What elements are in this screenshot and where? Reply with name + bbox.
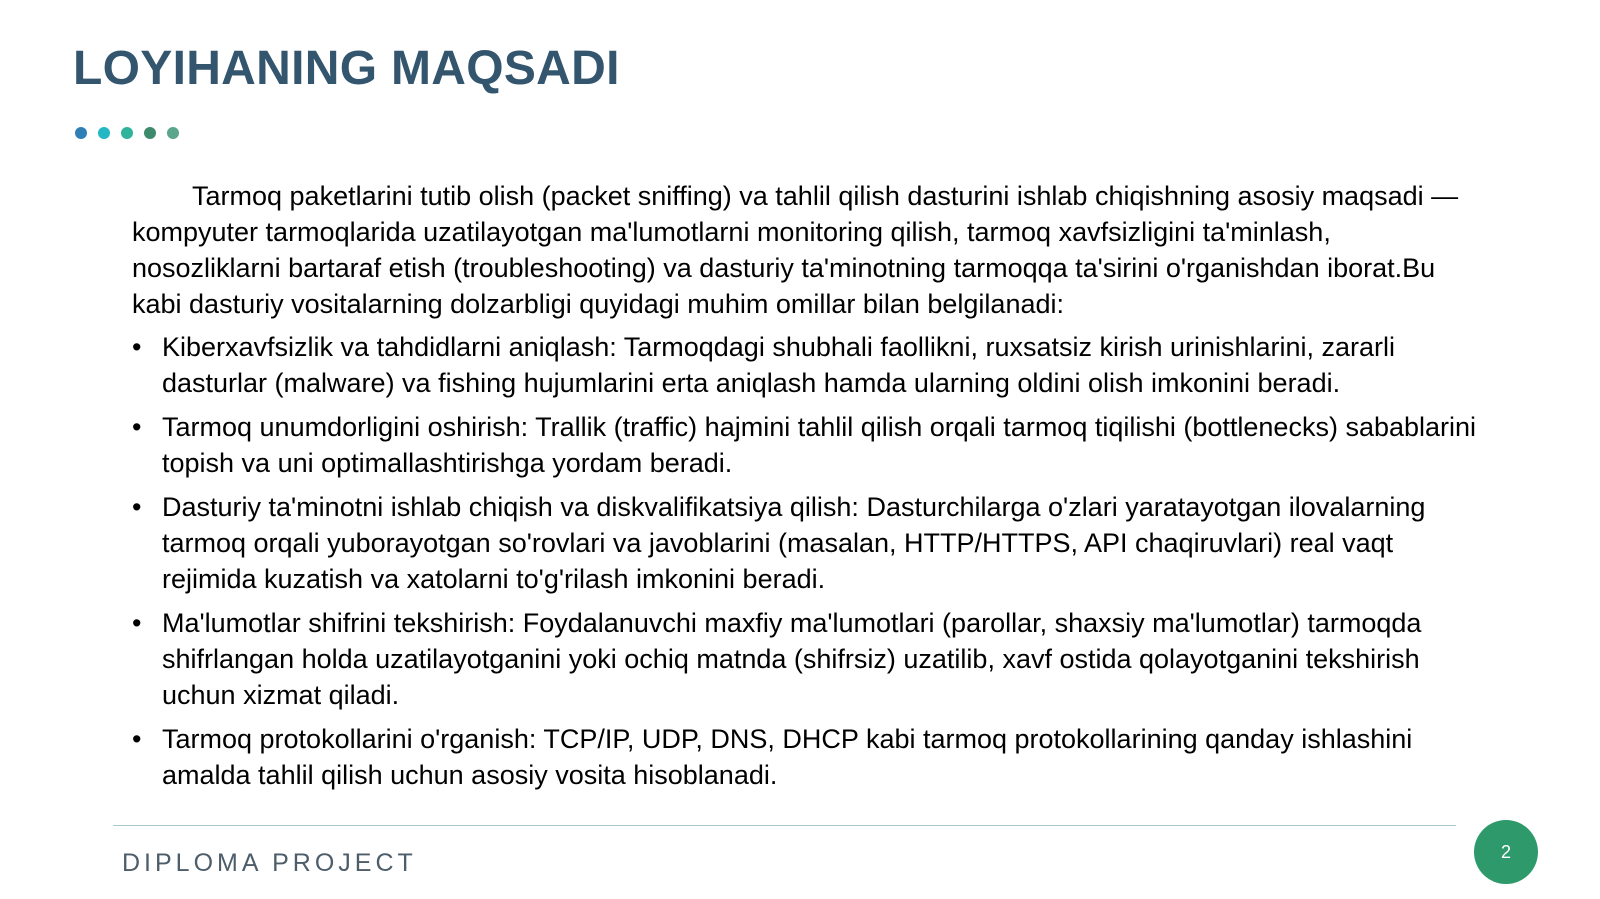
bullet-item xyxy=(132,605,1482,713)
bullet-text: Dasturiy ta'minotni ishlab chiqish va diskvalifikatsiya qilish: Dasturchilarga o'zlari yaratayotgan ilovalarning tarmoq orqali yuborayotgan so'rovlari va javoblarini (masalan, HTTP/HTTPS, API chaqiruvlari) real vaqt rejimida kuzatish va xatolarni to'g'rilash imkonini beradi. xyxy=(162,492,1426,594)
decorative-dot xyxy=(98,127,110,139)
bullet-item xyxy=(132,409,1482,481)
intro-paragraph: Tarmoq paketlarini tutib olish (packet sniffing) va tahlil qilish dasturini ishlab chiqishning asosiy maqsadi — kompyuter tarmoqlarida uzatilayotgan ma'lumotlarni monitoring qilish, tarmoq xavfsizligini ta'minlash, nosozliklarni bartaraf etish (troubleshooting) va dasturiy ta'minotning tarmoqqa ta'sirini o'rganishdan iborat.Bu kabi dasturiy vositalarning dolzarbligi quyidagi muhim omillar bilan belgilanadi: xyxy=(132,181,1459,319)
bullet-icon: • xyxy=(132,608,142,638)
slide-title: LOYIHANING MAQSADI xyxy=(73,42,620,95)
bullet-item xyxy=(132,489,1482,597)
bullet-item xyxy=(132,721,1482,793)
bullet-icon: • xyxy=(132,412,142,442)
bullet-icon: • xyxy=(132,332,142,362)
bullet-text: Kiberxavfsizlik va tahdidlarni aniqlash: Tarmoqdagi shubhali faollikni, ruxsatsiz kirish urinishlarini, zararli dasturlar (malware) va fishing hujumlarini erta aniqlash hamda ularning oldini olish imkonini beradi. xyxy=(162,332,1396,398)
slide-body xyxy=(132,178,1482,801)
decorative-dot xyxy=(167,127,179,139)
footer-divider xyxy=(113,825,1456,826)
bullet-icon: • xyxy=(132,492,142,522)
bullet-text: Ma'lumotlar shifrini tekshirish: Foydalanuvchi maxfiy ma'lumotlari (parollar, shaxsiy ma'lumotlar) tarmoqda shifrlangan holda uzatilayotganini yoki ochiq matnda (shifrsiz) uzatilib, xavf ostida qolayotganini tekshirish uchun xizmat qiladi. xyxy=(162,608,1422,710)
decorative-dot xyxy=(144,127,156,139)
decorative-dot xyxy=(121,127,133,139)
bullet-text: Tarmoq unumdorligini oshirish: Trallik (traffic) hajmini tahlil qilish orqali tarmoq tiqilishi (bottlenecks) sabablarini topish va uni optimallashtirishga yordam beradi. xyxy=(162,412,1477,478)
footer-label: DIPLOMA PROJECT xyxy=(122,849,417,877)
bullet-list xyxy=(132,329,1482,793)
decorative-dots xyxy=(75,127,179,141)
decorative-dot xyxy=(75,127,87,139)
bullet-text: Tarmoq protokollarini o'rganish: TCP/IP, UDP, DNS, DHCP kabi tarmoq protokollarining qanday ishlashini amalda tahlil qilish uchun asosiy vosita hisoblanadi. xyxy=(162,724,1413,790)
page-number-badge: 2 xyxy=(1474,820,1538,884)
bullet-icon: • xyxy=(132,724,142,754)
bullet-item xyxy=(132,329,1482,401)
